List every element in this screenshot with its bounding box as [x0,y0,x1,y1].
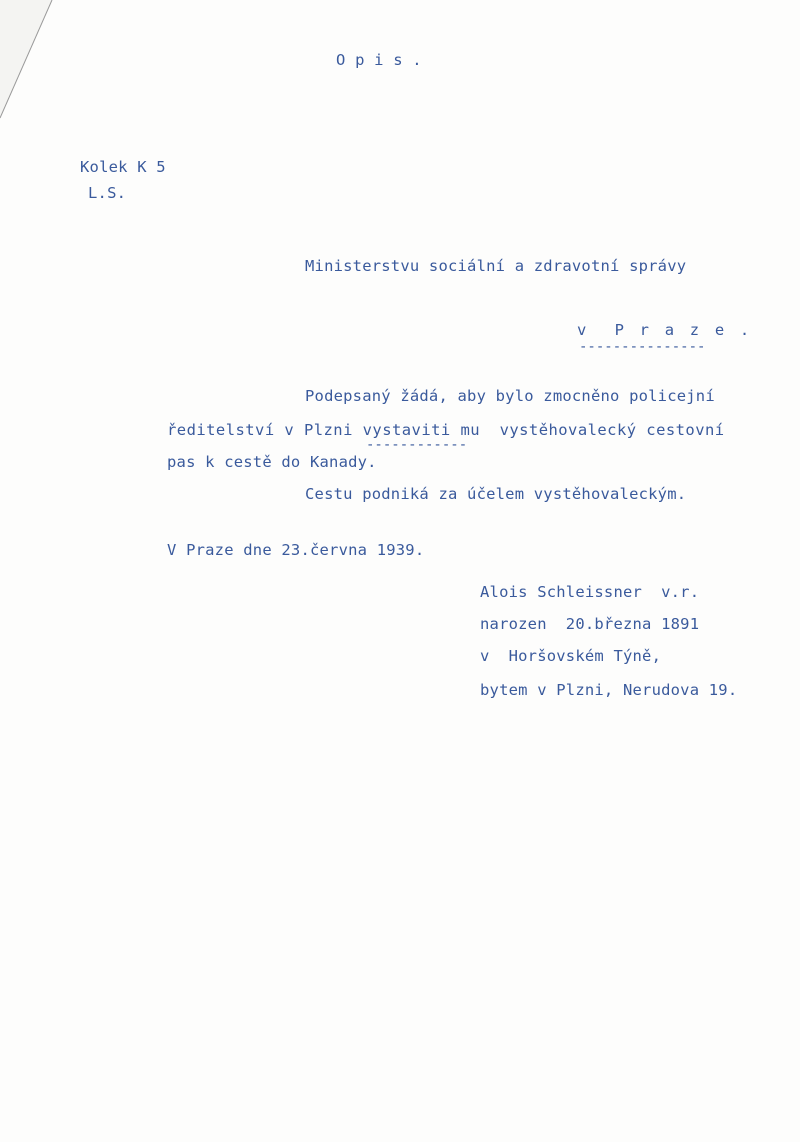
signature-line-2: narozen 20.března 1891 [480,615,700,633]
stamp-line-1: Kolek K 5 [80,158,166,176]
body-line-4: Cestu podniká za účelem vystěhovaleckým. [305,485,687,503]
date-line: V Praze dne 23.června 1939. [167,541,425,559]
addressee-line-2: v P r a z e . [577,321,753,339]
body-line-2: ředitelství v Plzni vystaviti mu vystěhovalecký cestovní [167,421,725,439]
body-line-3: pas k cestě do Kanady. [167,453,377,471]
signature-line-1: Alois Schleissner v.r. [480,583,700,601]
body-line-1: Podepsaný žádá, aby bylo zmocněno policejní [305,387,715,405]
underline-vystaviti: ------------ [366,437,468,453]
signature-line-4: bytem v Plzni, Nerudova 19. [480,681,738,699]
stamp-line-2: L.S. [88,184,127,202]
addressee-line-1: Ministerstvu sociální a zdravotní správy [305,257,687,275]
underline-praze: --------------- [579,339,706,355]
signature-line-3: v Horšovském Týně, [480,647,662,665]
document-heading: O p i s . [336,51,422,69]
